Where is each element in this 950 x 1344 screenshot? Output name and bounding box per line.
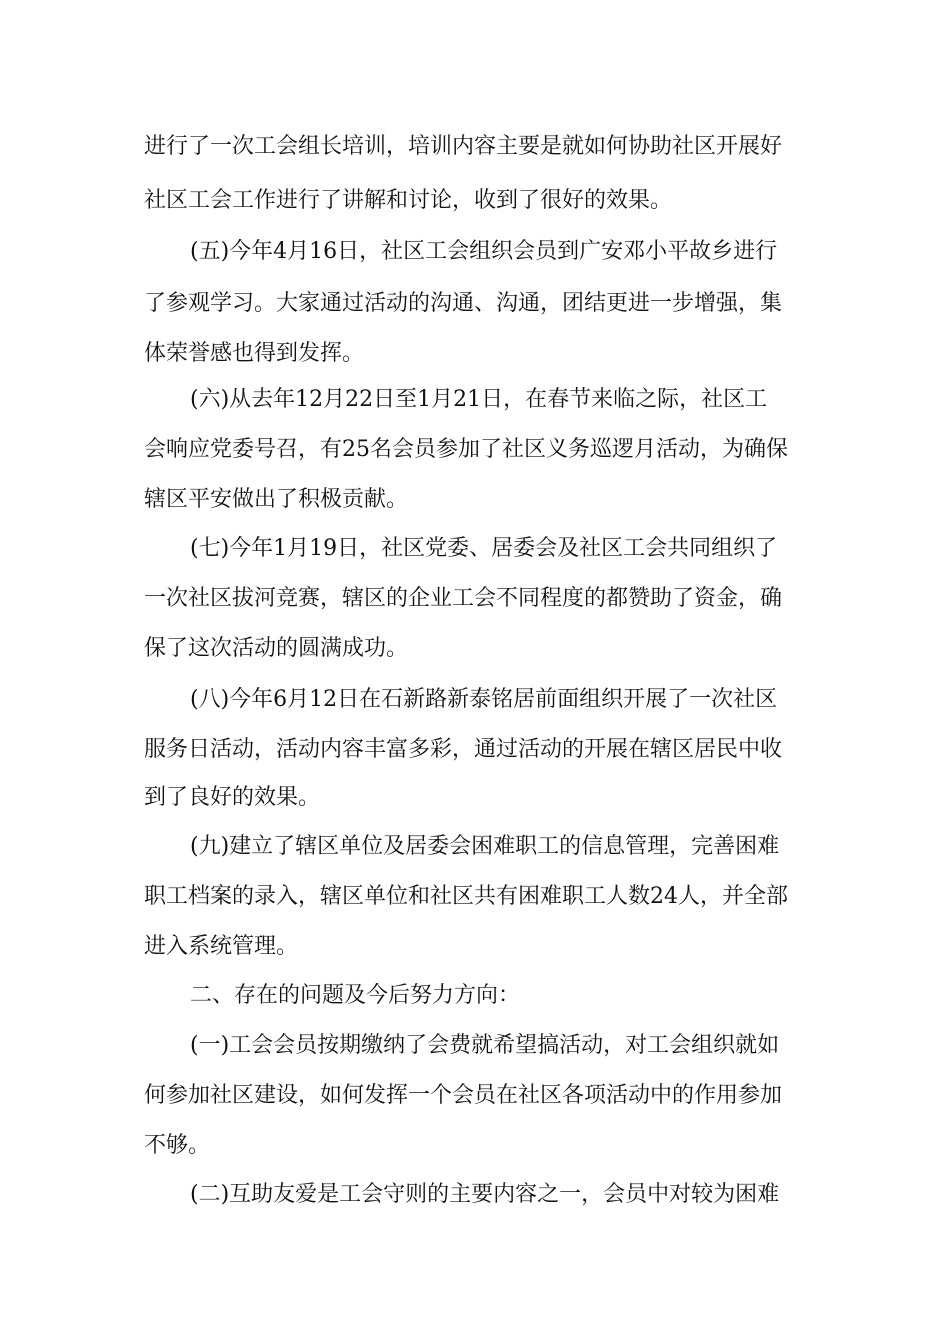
text-line: 社区工会工作进行了讲解和讨论，收到了很好的效果。: [144, 188, 673, 213]
paragraph-start-line: (九)建立了辖区单位及居委会困难职工的信息管理，完善困难: [190, 834, 780, 859]
text-line: 了参观学习。大家通过活动的沟通、沟通，团结更进一步增强，集: [144, 291, 783, 316]
paragraph-start-line: (五)今年4月16日，社区工会组织会员到广安邓小平故乡进行: [190, 239, 778, 264]
text-line: 服务日活动，活动内容丰富多彩，通过活动的开展在辖区居民中收: [144, 737, 783, 762]
text-line: 一次社区拔河竞赛，辖区的企业工会不同程度的都赞助了资金，确: [144, 586, 783, 611]
text-line: 体荣誉感也得到发挥。: [144, 341, 365, 366]
text-line: 辖区平安做出了积极贡献。: [144, 487, 409, 512]
text-line: 进入系统管理。: [144, 934, 299, 959]
text-line: 到了良好的效果。: [144, 785, 321, 810]
text-line: 保了这次活动的圆满成功。: [144, 636, 409, 661]
text-line: 职工档案的录入，辖区单位和社区共有困难职工人数24人，并全部: [144, 884, 788, 909]
paragraph-start-line: (八)今年6月12日在石新路新泰铭居前面组织开展了一次社区: [190, 687, 778, 712]
text-line: 会响应党委号召，有25名会员参加了社区义务巡逻月活动，为确保: [144, 437, 788, 462]
text-line: 不够。: [144, 1133, 211, 1158]
paragraph-start-line: (六)从去年12月22日至1月21日，在春节来临之际，社区工: [190, 387, 768, 412]
text-line: 何参加社区建设，如何发挥一个会员在社区各项活动中的作用参加: [144, 1083, 783, 1108]
section-heading: 二、存在的问题及今后努力方向：: [190, 983, 521, 1008]
paragraph-start-line: (七)今年1月19日，社区党委、居委会及社区工会共同组织了: [190, 536, 778, 561]
paragraph-start-line: (二)互助友爱是工会守则的主要内容之一，会员中对较为困难: [190, 1182, 780, 1207]
paragraph-start-line: (一)工会会员按期缴纳了会费就希望搞活动，对工会组织就如: [190, 1033, 780, 1058]
text-line: 进行了一次工会组长培训，培训内容主要是就如何协助社区开展好: [144, 134, 783, 159]
